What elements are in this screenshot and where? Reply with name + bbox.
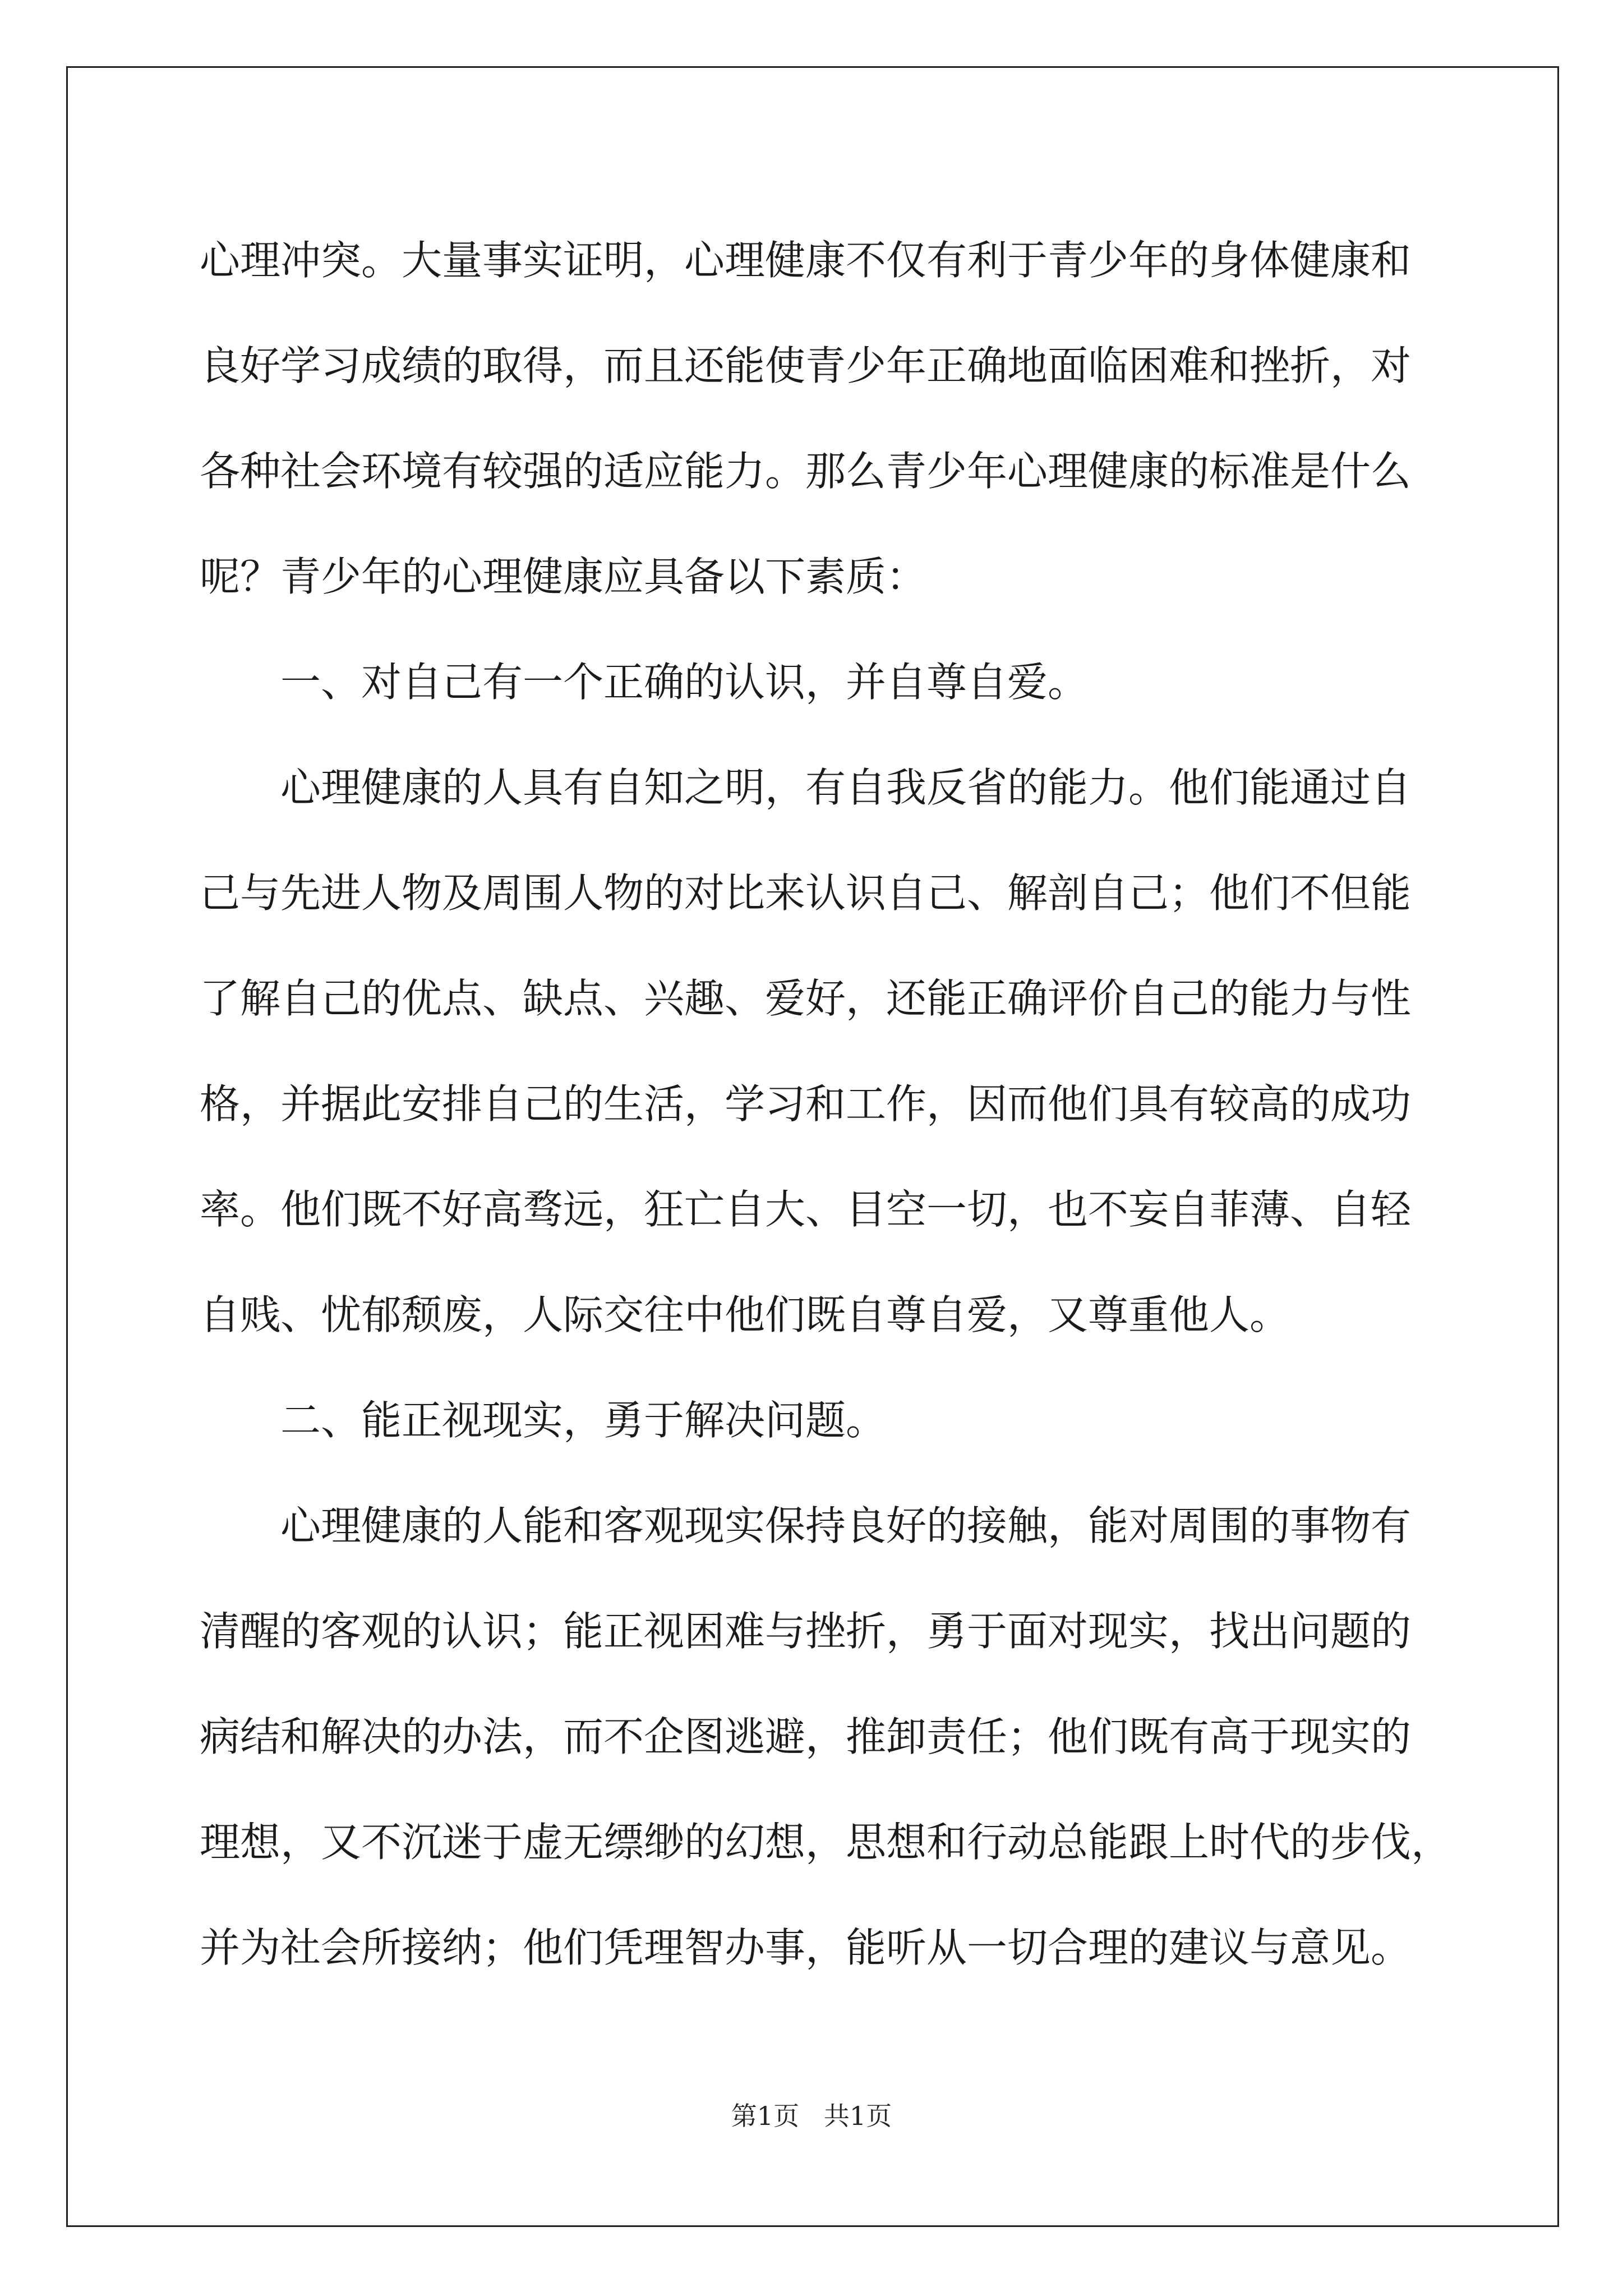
text-line: 心理健康的人具有自知之明，有自我反省的能力。他们能通过自 (280, 764, 1412, 811)
text-line: 率。他们既不好高骛远，狂亡自大、目空一切，也不妄自菲薄、自轻 (200, 1186, 1412, 1233)
text-line: 呢？青少年的心理健康应具备以下素质： (200, 553, 927, 600)
text-line: 良好学习成绩的取得，而且还能使青少年正确地面临困难和挫折，对 (200, 342, 1412, 389)
text-line: 了解自己的优点、缺点、兴趣、爱好，还能正确评价自己的能力与性 (200, 975, 1412, 1022)
text-line: 心理冲突。大量事实证明，心理健康不仅有利于青少年的身体健康和 (200, 237, 1412, 284)
text-line: 格，并据此安排自己的生活，学习和工作，因而他们具有较高的成功 (200, 1080, 1412, 1128)
text-line: 心理健康的人能和客观现实保持良好的接触，能对周围的事物有 (280, 1502, 1412, 1549)
document-body (200, 208, 1452, 2000)
text-line: 各种社会环境有较强的适应能力。那么青少年心理健康的标准是什么 (200, 448, 1412, 495)
page-footer: 第1页 共1页 (731, 2101, 892, 2131)
section-heading-1: 一、对自己有一个正确的认识，并自尊自爱。 (280, 659, 1089, 706)
text-line: 己与先进人物及周围人物的对比来认识自己、解剖自己；他们不但能 (200, 869, 1412, 917)
section-heading-2: 二、能正视现实，勇于解决问题。 (280, 1397, 887, 1444)
text-line: 病结和解决的办法，而不企图逃避，推卸责任；他们既有高于现实的 (200, 1713, 1412, 1760)
text-line: 自贱、忧郁颓废，人际交往中他们既自尊自爱，又尊重他人。 (200, 1291, 1290, 1338)
text-line: 并为社会所接纳；他们凭理智办事，能听从一切合理的建议与意见。 (200, 1924, 1412, 1971)
text-line: 清醒的客观的认识；能正视困难与挫折，勇于面对现实，找出问题的 (200, 1608, 1412, 1655)
text-line: 理想，又不沉迷于虚无缥缈的幻想，思想和行动总能跟上时代的步伐， (200, 1819, 1452, 1866)
